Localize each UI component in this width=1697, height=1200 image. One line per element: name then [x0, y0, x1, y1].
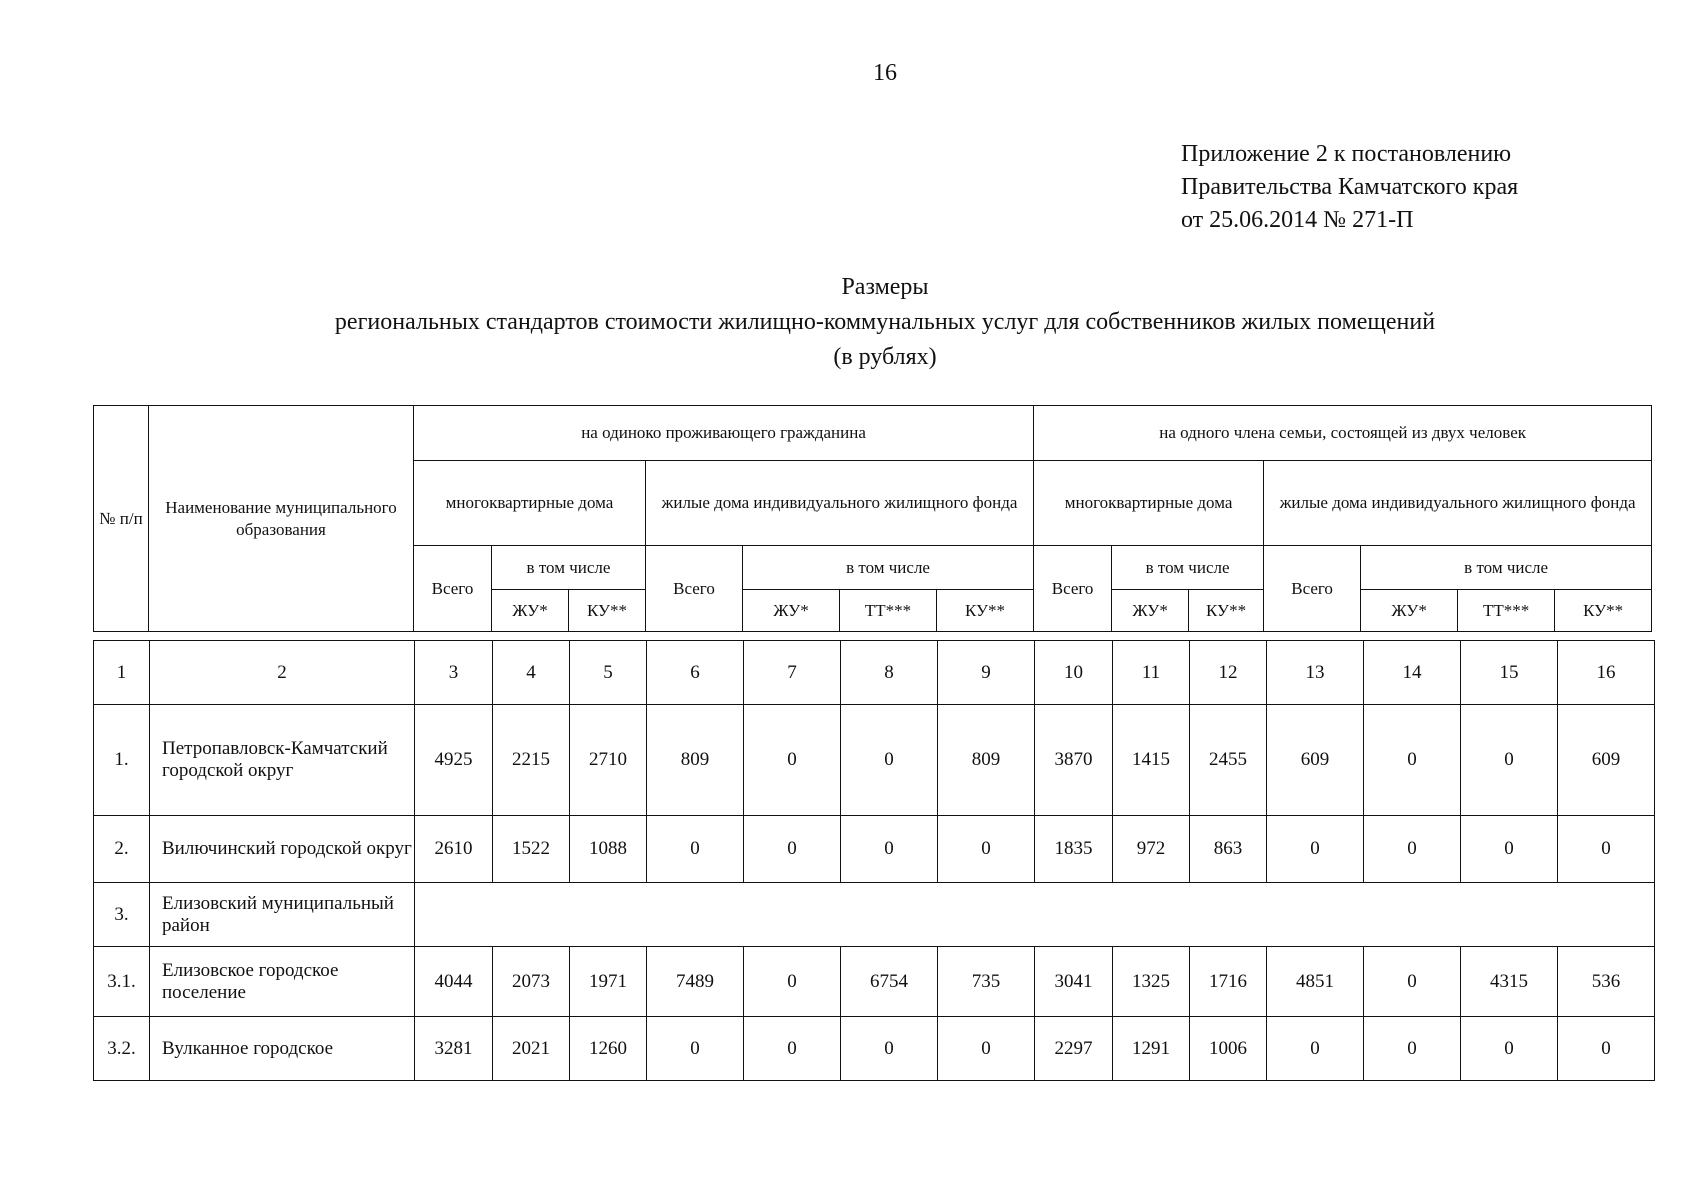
- column-number: 7: [744, 641, 841, 705]
- cell-value: 0: [1558, 816, 1655, 883]
- cell-value: 1291: [1113, 1017, 1190, 1081]
- column-number: 13: [1267, 641, 1364, 705]
- row-num: 3.: [94, 883, 150, 947]
- header-tt: ТТ***: [840, 590, 937, 632]
- table-row: [94, 1017, 1655, 1081]
- cell-value: 1522: [493, 816, 570, 883]
- row-name: Елизовский муниципальный район: [150, 883, 415, 947]
- cell-value: 0: [744, 705, 841, 816]
- column-number: 10: [1035, 641, 1113, 705]
- cell-value: 4044: [415, 947, 493, 1017]
- cell-value: 609: [1267, 705, 1364, 816]
- column-number: 12: [1190, 641, 1267, 705]
- cell-value: 809: [938, 705, 1035, 816]
- column-number: 9: [938, 641, 1035, 705]
- cell-value: 2297: [1035, 1017, 1113, 1081]
- header-apartments: многоквартирные дома: [1034, 461, 1264, 546]
- header-total: Всего: [1034, 546, 1112, 632]
- cell-value: 0: [647, 1017, 744, 1081]
- cell-value: 1971: [570, 947, 647, 1017]
- column-number: 6: [647, 641, 744, 705]
- cell-value: 4925: [415, 705, 493, 816]
- header-individual: жилые дома индивидуального жилищного фонда: [1264, 461, 1652, 546]
- column-number: 4: [493, 641, 570, 705]
- header-ku: КУ**: [937, 590, 1034, 632]
- cell-value: 2021: [493, 1017, 570, 1081]
- cell-value: 0: [744, 947, 841, 1017]
- cell-value: 3041: [1035, 947, 1113, 1017]
- cell-value: 0: [1461, 1017, 1558, 1081]
- cell-value: 1716: [1190, 947, 1267, 1017]
- row-num: 1.: [94, 705, 150, 816]
- page-number: 16: [873, 60, 897, 86]
- cell-value: 6754: [841, 947, 938, 1017]
- cell-value: 0: [1267, 1017, 1364, 1081]
- document-title: [0, 270, 1697, 375]
- column-number: 1: [94, 641, 150, 705]
- row-name: Вулканное городское: [150, 1017, 415, 1081]
- cell-value: 735: [938, 947, 1035, 1017]
- cell-value: 0: [744, 1017, 841, 1081]
- cell-value: 1088: [570, 816, 647, 883]
- column-number: 5: [570, 641, 647, 705]
- row-num: 2.: [94, 816, 150, 883]
- cell-value: 2073: [493, 947, 570, 1017]
- cell-value: 4315: [1461, 947, 1558, 1017]
- header-zhu: ЖУ*: [743, 590, 840, 632]
- header-including: в том числе: [743, 546, 1034, 590]
- empty-merged-cell: [415, 883, 1655, 947]
- header-including: в том числе: [492, 546, 646, 590]
- cell-value: 0: [1267, 816, 1364, 883]
- header-total: Всего: [414, 546, 492, 632]
- cell-value: 1260: [570, 1017, 647, 1081]
- cell-value: 809: [647, 705, 744, 816]
- column-number: 8: [841, 641, 938, 705]
- cell-value: 1415: [1113, 705, 1190, 816]
- cell-value: 0: [938, 1017, 1035, 1081]
- row-name: Елизовское городское поселение: [150, 947, 415, 1017]
- header-ku: КУ**: [1189, 590, 1264, 632]
- cell-value: 0: [1461, 705, 1558, 816]
- header-including: в том числе: [1112, 546, 1264, 590]
- cell-value: 2710: [570, 705, 647, 816]
- table-row: [94, 883, 1655, 947]
- cell-value: 0: [1364, 705, 1461, 816]
- table-row: [94, 947, 1655, 1017]
- appendix-line: Приложение 2 к постановлению: [1181, 141, 1512, 167]
- header-group-single: на одиноко проживающего гражданина: [414, 406, 1034, 461]
- title-line: Размеры: [841, 274, 929, 300]
- cell-value: 1006: [1190, 1017, 1267, 1081]
- cell-value: 2455: [1190, 705, 1267, 816]
- table-row: [94, 816, 1655, 883]
- column-number: 2: [150, 641, 415, 705]
- header-tt: ТТ***: [1458, 590, 1555, 632]
- header-num: № п/п: [94, 406, 149, 632]
- header-apartments: многоквартирные дома: [414, 461, 646, 546]
- cell-value: 536: [1558, 947, 1655, 1017]
- cell-value: 4851: [1267, 947, 1364, 1017]
- title-line: (в рублях): [833, 344, 937, 370]
- column-number: 11: [1113, 641, 1190, 705]
- row-num: 3.1.: [94, 947, 150, 1017]
- appendix-line: Правительства Камчатского края: [1181, 174, 1519, 200]
- appendix-line: от 25.06.2014 № 271-П: [1181, 207, 1414, 233]
- cell-value: 972: [1113, 816, 1190, 883]
- cell-value: 0: [1364, 816, 1461, 883]
- column-number: 14: [1364, 641, 1461, 705]
- cell-value: 0: [1364, 1017, 1461, 1081]
- header-zhu: ЖУ*: [1112, 590, 1189, 632]
- header-ku: КУ**: [569, 590, 646, 632]
- column-number-row: [94, 641, 1655, 705]
- cell-value: 0: [647, 816, 744, 883]
- cell-value: 0: [1461, 816, 1558, 883]
- cell-value: 3281: [415, 1017, 493, 1081]
- header-group-family: на одного члена семьи, состоящей из двух человек: [1034, 406, 1652, 461]
- cell-value: 1835: [1035, 816, 1113, 883]
- cell-value: 3870: [1035, 705, 1113, 816]
- header-zhu: ЖУ*: [492, 590, 569, 632]
- row-name: Петропавловск-Камчатский городской округ: [150, 705, 415, 816]
- cell-value: 1325: [1113, 947, 1190, 1017]
- header-total: Всего: [646, 546, 743, 632]
- column-number: 16: [1558, 641, 1655, 705]
- cell-value: 7489: [647, 947, 744, 1017]
- cell-value: 2215: [493, 705, 570, 816]
- cell-value: 609: [1558, 705, 1655, 816]
- header-including: в том числе: [1361, 546, 1652, 590]
- header-total: Всего: [1264, 546, 1361, 632]
- cell-value: 0: [841, 705, 938, 816]
- cell-value: 0: [938, 816, 1035, 883]
- data-table: [93, 640, 1655, 1081]
- row-name: Вилючинский городской округ: [150, 816, 415, 883]
- cell-value: 0: [841, 816, 938, 883]
- table-header: [93, 405, 1652, 632]
- cell-value: 0: [841, 1017, 938, 1081]
- column-number: 3: [415, 641, 493, 705]
- header-name: Наименование муниципального образования: [149, 406, 414, 632]
- cell-value: 863: [1190, 816, 1267, 883]
- header-ku: КУ**: [1555, 590, 1652, 632]
- cell-value: 0: [744, 816, 841, 883]
- cell-value: 0: [1364, 947, 1461, 1017]
- cell-value: 2610: [415, 816, 493, 883]
- column-number: 15: [1461, 641, 1558, 705]
- appendix-block: [1181, 138, 1518, 237]
- cell-value: 0: [1558, 1017, 1655, 1081]
- title-line: региональных стандартов стоимости жилищно-коммунальных услуг для собственников жилых помещений: [334, 309, 1436, 335]
- header-zhu: ЖУ*: [1361, 590, 1458, 632]
- table-row: [94, 705, 1655, 816]
- row-num: 3.2.: [94, 1017, 150, 1081]
- header-individual: жилые дома индивидуального жилищного фонда: [646, 461, 1034, 546]
